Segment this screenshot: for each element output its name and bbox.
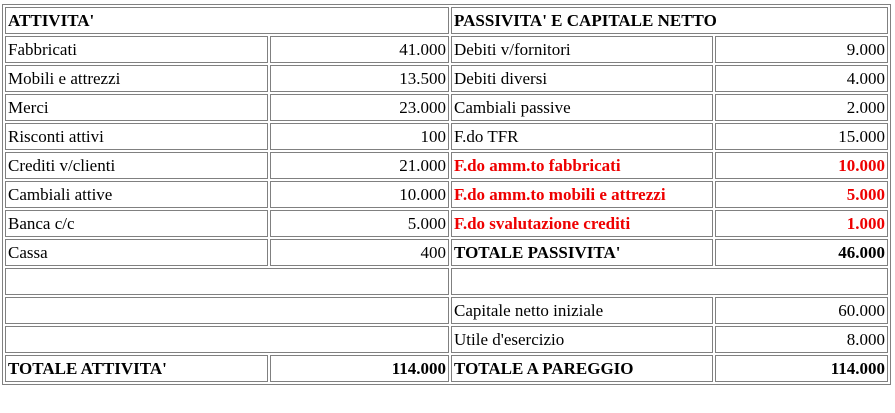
total-balance-value: 114.000 (715, 355, 888, 382)
liability-label: Debiti v/fornitori (451, 36, 713, 63)
table-row (5, 181, 888, 208)
liability-value: 4.000 (715, 65, 888, 92)
total-liabilities-label: TOTALE PASSIVITA' (451, 239, 713, 266)
liability-label-highlighted: F.do svalutazione crediti (451, 210, 713, 237)
asset-label: Merci (5, 94, 268, 121)
liability-value: 15.000 (715, 123, 888, 150)
profit-value: 8.000 (715, 326, 888, 353)
liability-label-highlighted: F.do amm.to fabbricati (451, 152, 713, 179)
header-row (5, 7, 888, 34)
asset-value: 5.000 (270, 210, 449, 237)
table-row-empty (5, 268, 888, 295)
table-row (5, 297, 888, 324)
empty-cell (5, 326, 449, 353)
asset-value: 13.500 (270, 65, 449, 92)
liability-label-highlighted: F.do amm.to mobili e attrezzi (451, 181, 713, 208)
table-row (5, 210, 888, 237)
asset-value: 21.000 (270, 152, 449, 179)
liabilities-header: PASSIVITA' E CAPITALE NETTO (451, 7, 888, 34)
asset-label: Crediti v/clienti (5, 152, 268, 179)
asset-value: 10.000 (270, 181, 449, 208)
table-row (5, 36, 888, 63)
liability-label: Debiti diversi (451, 65, 713, 92)
liability-label: F.do TFR (451, 123, 713, 150)
liability-value-highlighted: 10.000 (715, 152, 888, 179)
asset-label: Fabbricati (5, 36, 268, 63)
total-balance-label: TOTALE A PAREGGIO (451, 355, 713, 382)
asset-label: Banca c/c (5, 210, 268, 237)
asset-label: Mobili e attrezzi (5, 65, 268, 92)
equity-value: 60.000 (715, 297, 888, 324)
assets-header: ATTIVITA' (5, 7, 449, 34)
liability-value-highlighted: 5.000 (715, 181, 888, 208)
total-assets-value: 114.000 (270, 355, 449, 382)
total-liabilities-value: 46.000 (715, 239, 888, 266)
asset-value: 23.000 (270, 94, 449, 121)
empty-cell (5, 268, 449, 295)
asset-value: 100 (270, 123, 449, 150)
asset-label: Cambiali attive (5, 181, 268, 208)
liability-value: 2.000 (715, 94, 888, 121)
empty-cell (5, 297, 449, 324)
asset-label: Cassa (5, 239, 268, 266)
totals-row (5, 355, 888, 382)
asset-label: Risconti attivi (5, 123, 268, 150)
balance-sheet-table (2, 4, 891, 385)
table-row (5, 239, 888, 266)
table-row (5, 326, 888, 353)
table-row (5, 94, 888, 121)
empty-cell (451, 268, 888, 295)
liability-label: Cambiali passive (451, 94, 713, 121)
liability-value-highlighted: 1.000 (715, 210, 888, 237)
table-row (5, 65, 888, 92)
equity-label: Capitale netto iniziale (451, 297, 713, 324)
table-row (5, 123, 888, 150)
profit-label: Utile d'esercizio (451, 326, 713, 353)
table-row (5, 152, 888, 179)
total-assets-label: TOTALE ATTIVITA' (5, 355, 268, 382)
asset-value: 41.000 (270, 36, 449, 63)
asset-value: 400 (270, 239, 449, 266)
liability-value: 9.000 (715, 36, 888, 63)
